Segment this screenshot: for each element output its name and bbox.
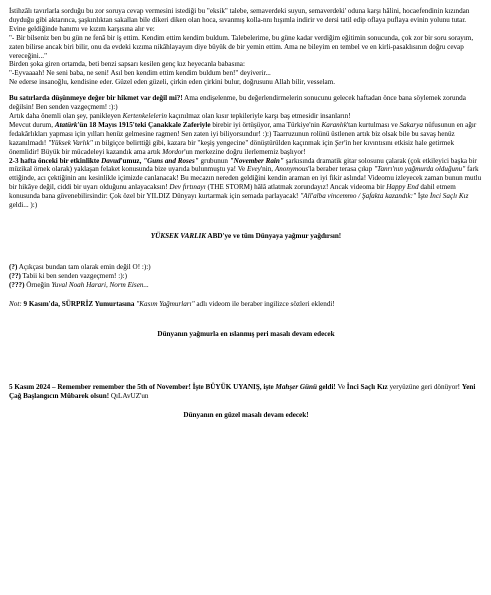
bold-run: Dünyanın en güzel masalı devam edecek! bbox=[183, 411, 309, 420]
spacer bbox=[9, 308, 483, 330]
text-run: Artık daha önemli olan şey, panikleyen bbox=[9, 111, 123, 120]
text-run: 'nin, bbox=[260, 165, 275, 174]
text-run: 'la beraber terasa çıkıp bbox=[308, 165, 375, 174]
bold-run: İnci Saçlı Kız bbox=[346, 383, 388, 392]
text-run: ın bilgiçce belirttiği gibi, kazara bir "keşiş yengecine" dönüştürülden kaçınmak için bbox=[92, 138, 335, 147]
bold-run: 9 Kasım'da, SÜRPRİZ Yumurtasına bbox=[23, 299, 135, 308]
text-run: dahil etmem konusunda bana güvenebilirsindir: Çok özel bir YILDIZ Dünyayı kurtarmak için semada parlayacak! bbox=[9, 183, 456, 201]
italic-run: "November Rain" bbox=[229, 156, 284, 165]
text-run: kaçınılmaz olan kısır tepkileriyle karşı baş etmesidir insanların! bbox=[166, 111, 351, 120]
italic-run: Mahşer Günü bbox=[275, 383, 317, 392]
italic-run: Kertenkelelerin bbox=[122, 111, 167, 120]
bold-question: Bu satırlarda düşünmeye değer bir hikmet var değil mi?! bbox=[9, 94, 183, 103]
text-run: nüfusunun en ağır fedakârlıkları yapması için yılları henüz gelmesine ragmen! Sen zaten iyi biliyorsundur! :):) Taarruzunun rolünü üstlenen artık biz olsak bile bu savaş henüz kazanılmadı! bbox=[9, 120, 477, 147]
heading-yuksek-varlik bbox=[9, 232, 483, 241]
note-mark: (??) bbox=[9, 271, 21, 280]
spacer bbox=[9, 241, 483, 263]
main-paragraph bbox=[9, 94, 483, 210]
spacer bbox=[9, 361, 483, 383]
italic-run: YÜKSEK VARLIK bbox=[150, 231, 207, 240]
final-paragraph bbox=[9, 383, 483, 401]
heading-peri-masali bbox=[9, 330, 483, 339]
italic-run: "Guns and Roses" bbox=[143, 156, 199, 165]
text-run: 'in her kıvıntısını etkisiz hale getirmek önemlidir! Büyük bir mücadeleyi kazandık ama artık bbox=[9, 138, 455, 156]
text-run: şarkısında dramatik gitar solosunu çalarak (çok etkileyici başka bir müzikal örnek olarak) yaklaşan felaket konusunda bize uyarıda bulunmuştu ya! Ve bbox=[9, 156, 477, 174]
italic-run: "Yüksek Varlık" bbox=[48, 138, 93, 147]
text-run: Örneğin bbox=[24, 280, 52, 289]
italic-run: Evey bbox=[247, 165, 261, 174]
note-mark: (?) bbox=[9, 262, 18, 271]
italic-run: Dev fırtınayı bbox=[169, 183, 206, 192]
heading-en-guzel-masal bbox=[9, 411, 483, 420]
spacer bbox=[9, 401, 483, 411]
text-run: geldi... ):) bbox=[9, 201, 38, 210]
note-item bbox=[9, 272, 483, 281]
text-run: Mevcut durum, bbox=[9, 120, 55, 129]
text-run: fark ettiğinde, acı çektiğinin anı kesinlikle içimizde canlanacak! Bu mecazın nereden geldiğini kendin araman en iyi fikir aslında! Videomu izleyecek zaman bunun mutlu bir hikâye değil, ciddi bir uyarı olduğunu anlayacaksın! bbox=[9, 165, 482, 192]
italic-run: Karanlık bbox=[321, 120, 347, 129]
italic-run: "Tanrı'nın yağmurda olduğunu" bbox=[374, 165, 466, 174]
text-run: adlı videom ile beraber ingilizce sözleri eklendi! bbox=[194, 299, 335, 308]
not-line bbox=[9, 300, 483, 309]
bold-run: 'ün 18 Mayıs 1915'teki Çanakkale Zaferiyle bbox=[77, 120, 211, 129]
story-moral: Ne ederse insanoğlu, kendisine eder. Güzel eden güzeli, çirkin eden çirkini bulur, doğrusunu Allah bilir, vesselam. bbox=[9, 78, 336, 87]
story-quote: "-Eyvaaaah! Ne seni baba, ne seni! Asıl ben kendim ettim kendim buldum ben!" deyiverir... bbox=[9, 69, 271, 78]
text-run: 'tan kurtulması ve bbox=[346, 120, 400, 129]
bold-run: Başlangıcın Mübarek olsun! bbox=[21, 392, 111, 401]
note-item bbox=[9, 281, 483, 290]
spacer bbox=[9, 290, 483, 300]
italic-run: Davud bbox=[101, 156, 121, 165]
text-run: Açıkçası bundan tam olarak emin değil O! :):) bbox=[17, 262, 151, 271]
italic-run: Yuval Noah Harari, Norm Eisen... bbox=[51, 280, 149, 289]
bold-run: geldi! bbox=[316, 383, 336, 392]
italic-run: Anonymous bbox=[274, 165, 309, 174]
story-paragraph: İstihzâlı tavırlarla sorduğu bu zor soruya cevap vermesini istediği bu "eksik" talebe, semaverdeki suyun, semaverdeki' oduna karşı hâlini, hocaefendinin kızından duyduğu gibi aktarınca, şaşkınlıktan sakallan bile dikeri diken olan hoca, sıvanmış kolla-nnı hışımla indirir ve dersi tatil edip oflaya puflaya evinin yolunu tutar. bbox=[9, 7, 470, 24]
signature: QıLAvUZ'un bbox=[110, 392, 149, 401]
story-quote: "- Bir bilseniz ben bu gün ne fenâ bir iş ettim. Kendim ettim kendim buldum. Talebelerime, bu güne kadar verdiğim eğitimin sonucunda, çok zor bir soru sorayım, zaten bilirse ancak biri bilir, onu da evdeki kızıma nikâhlayayım diye büyük de bir yemin ettim. Ama ne bileyim en tembel ve en kirli-pasaklısının doğru cevap vereceğini..." bbox=[9, 33, 474, 60]
story-line: Birden şoka giren ortamda, beti benzi sapsarı kesilen genç kız heyecanla babasına: bbox=[9, 60, 245, 69]
italic-run: Şer bbox=[334, 138, 345, 147]
italic-run: "All'alba vincemmo / Şafakta kazandık:" bbox=[300, 192, 417, 201]
note-item bbox=[9, 263, 483, 272]
document-page bbox=[9, 7, 483, 420]
bold-run: ABD'ye ve tüm Dünyaya yağmur yağdırsın! bbox=[206, 231, 342, 240]
text-run: Ama endişelenme, bu değerlendirmelerin sonucunu gelecek haftadan önce bana söylemek zorunda değilsin! Ben senden vazgeçmem! :):) bbox=[9, 94, 466, 112]
spacer bbox=[9, 87, 483, 94]
note-mark: (???) bbox=[9, 280, 25, 289]
text-run: İşte bbox=[416, 192, 430, 201]
text-run: grubunun bbox=[198, 156, 230, 165]
italic-run: Mordor bbox=[162, 147, 185, 156]
bold-run: 2-3 hafta önceki bir etkinlikte bbox=[9, 156, 102, 165]
bold-run: Yeni Çağ bbox=[9, 383, 476, 401]
story-line: Evine geldiğinde hanımı ve kızım karşısına alır ve: bbox=[9, 24, 155, 33]
italic-run: Happy End bbox=[386, 183, 419, 192]
text-run: Ve bbox=[335, 383, 347, 392]
text-run: yeryüzüne geri dönüyor! bbox=[387, 383, 462, 392]
bold-run: 'umuz, bbox=[120, 156, 144, 165]
italic-run: İnci Saçlı Kız bbox=[429, 192, 469, 201]
italic-run: "Kasım Yağmurları" bbox=[136, 299, 195, 308]
text-run: 'un merkezine doğru ilerlememiz başlıyor! bbox=[184, 147, 306, 156]
text-run: birebir iyi örtüşüyor, ama Türkiye'nin bbox=[210, 120, 322, 129]
italic-run: Sakarya bbox=[399, 120, 423, 129]
text-run: Tabii ki ben senden vazgeçmem! :):) bbox=[20, 271, 127, 280]
spacer bbox=[9, 210, 483, 232]
text-run: (THE STORM) hâlâ atlatmak zorundayız! Ancak videoma bir bbox=[205, 183, 387, 192]
bold-run: Dünyanın yağmurla en ıslanmış peri masalı devam edecek bbox=[157, 330, 335, 339]
bold-run: 5 Kasım 2024 – Remember remember the 5th of November! İşte BÜYÜK UYANIŞ, işte bbox=[9, 383, 276, 392]
spacer bbox=[9, 339, 483, 361]
italic-run: Atatürk bbox=[54, 120, 78, 129]
italic-run: Not: bbox=[9, 299, 24, 308]
